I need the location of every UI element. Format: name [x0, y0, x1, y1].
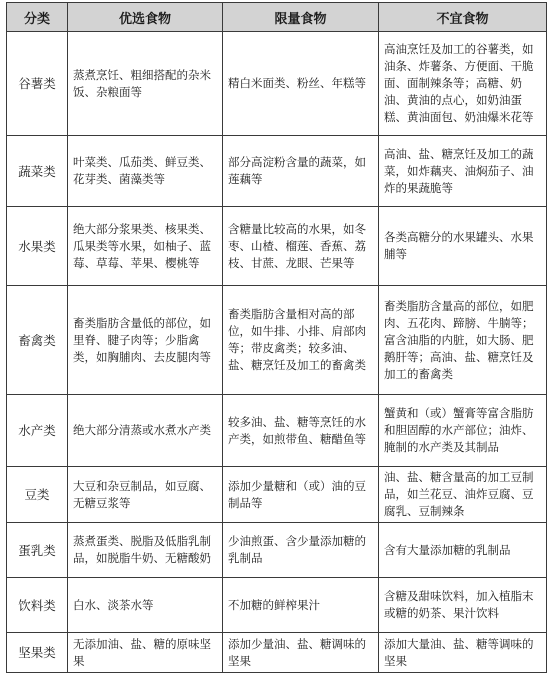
avoid-cell: 高油、盐、糖烹饪及加工的蔬菜，如炸藕夹、油焖茄子、油炸的果蔬脆等	[379, 136, 547, 207]
table-row	[7, 633, 547, 673]
category-cell: 坚果类	[7, 633, 68, 673]
table-row	[7, 207, 547, 286]
preferred-cell: 蒸煮蛋类、脱脂及低脂乳制品，如脱脂牛奶、无糖酸奶	[68, 523, 223, 578]
limited-cell: 精白米面类、粉丝、年糕等	[223, 32, 379, 136]
avoid-cell: 高油烹饪及加工的谷薯类，如油条、炸薯条、方便面、干脆面、面制辣条等；高糖、奶油、黄油的点心，如奶油蛋糕、黄油面包、奶油爆米花等	[379, 32, 547, 136]
header-category: 分类	[7, 3, 68, 32]
avoid-cell: 各类高糖分的水果罐头、水果脯等	[379, 207, 547, 286]
header-avoid-foods: 不宜食物	[379, 3, 547, 32]
table-row	[7, 395, 547, 467]
category-cell: 蔬菜类	[7, 136, 68, 207]
table-header-row	[7, 3, 547, 32]
preferred-cell: 大豆和杂豆制品，如豆腐、无糖豆浆等	[68, 467, 223, 523]
category-cell: 蛋乳类	[7, 523, 68, 578]
avoid-cell: 畜类脂肪含量高的部位，如肥肉、五花肉、蹄膀、牛腩等；富含油脂的内脏，如大肠、肥鹅肝等；高油、盐、糖烹饪及加工的畜禽类	[379, 286, 547, 395]
limited-cell: 畜类脂肪含量相对高的部位，如牛排、小排、肩部肉等；带皮禽类；较多油、盐、糖烹饪及加工的畜禽类	[223, 286, 379, 395]
category-cell: 水产类	[7, 395, 68, 467]
category-cell: 畜禽类	[7, 286, 68, 395]
avoid-cell: 含糖及甜味饮料，加入植脂末或糖的奶茶、果汁饮料	[379, 578, 547, 633]
preferred-cell: 叶菜类、瓜茄类、鲜豆类、花芽类、菌藻类等	[68, 136, 223, 207]
table-row	[7, 136, 547, 207]
table-row	[7, 578, 547, 633]
preferred-cell: 畜类脂肪含量低的部位，如里脊、腱子肉等；少脂禽类，如胸脯肉、去皮腿肉等	[68, 286, 223, 395]
preferred-cell: 无添加油、盐、糖的原味坚果	[68, 633, 223, 673]
category-cell: 水果类	[7, 207, 68, 286]
table-row	[7, 523, 547, 578]
table-row	[7, 286, 547, 395]
limited-cell: 不加糖的鲜榨果汁	[223, 578, 379, 633]
preferred-cell: 绝大部分浆果类、核果类、瓜果类等水果，如柚子、蓝莓、草莓、苹果、樱桃等	[68, 207, 223, 286]
table-row	[7, 467, 547, 523]
preferred-cell: 白水、淡茶水等	[68, 578, 223, 633]
avoid-cell: 添加大量油、盐、糖等调味的坚果	[379, 633, 547, 673]
category-cell: 饮料类	[7, 578, 68, 633]
avoid-cell: 蟹黄和（或）蟹膏等富含脂肪和胆固醇的水产部位；油炸、腌制的水产类及其制品	[379, 395, 547, 467]
limited-cell: 添加少量糖和（或）油的豆制品等	[223, 467, 379, 523]
header-limited-foods: 限量食物	[223, 3, 379, 32]
category-cell: 谷薯类	[7, 32, 68, 136]
limited-cell: 含糖量比较高的水果，如冬枣、山楂、榴莲、香蕉、荔枝、甘蔗、龙眼、芒果等	[223, 207, 379, 286]
category-cell: 豆类	[7, 467, 68, 523]
table-row	[7, 32, 547, 136]
limited-cell: 部分高淀粉含量的蔬菜，如莲藕等	[223, 136, 379, 207]
limited-cell: 少油煎蛋、含少量添加糖的乳制品	[223, 523, 379, 578]
limited-cell: 添加少量油、盐、糖调味的坚果	[223, 633, 379, 673]
avoid-cell: 油、盐、糖含量高的加工豆制品，如兰花豆、油炸豆腐、豆腐乳、豆制辣条	[379, 467, 547, 523]
preferred-cell: 绝大部分清蒸或水煮水产类	[68, 395, 223, 467]
avoid-cell: 含有大量添加糖的乳制品	[379, 523, 547, 578]
food-recommendation-table	[6, 2, 547, 673]
limited-cell: 较多油、盐、糖等烹饪的水产类，如煎带鱼、糖醋鱼等	[223, 395, 379, 467]
preferred-cell: 蒸煮烹饪、粗细搭配的杂米饭、杂粮面等	[68, 32, 223, 136]
header-preferred-foods: 优选食物	[68, 3, 223, 32]
